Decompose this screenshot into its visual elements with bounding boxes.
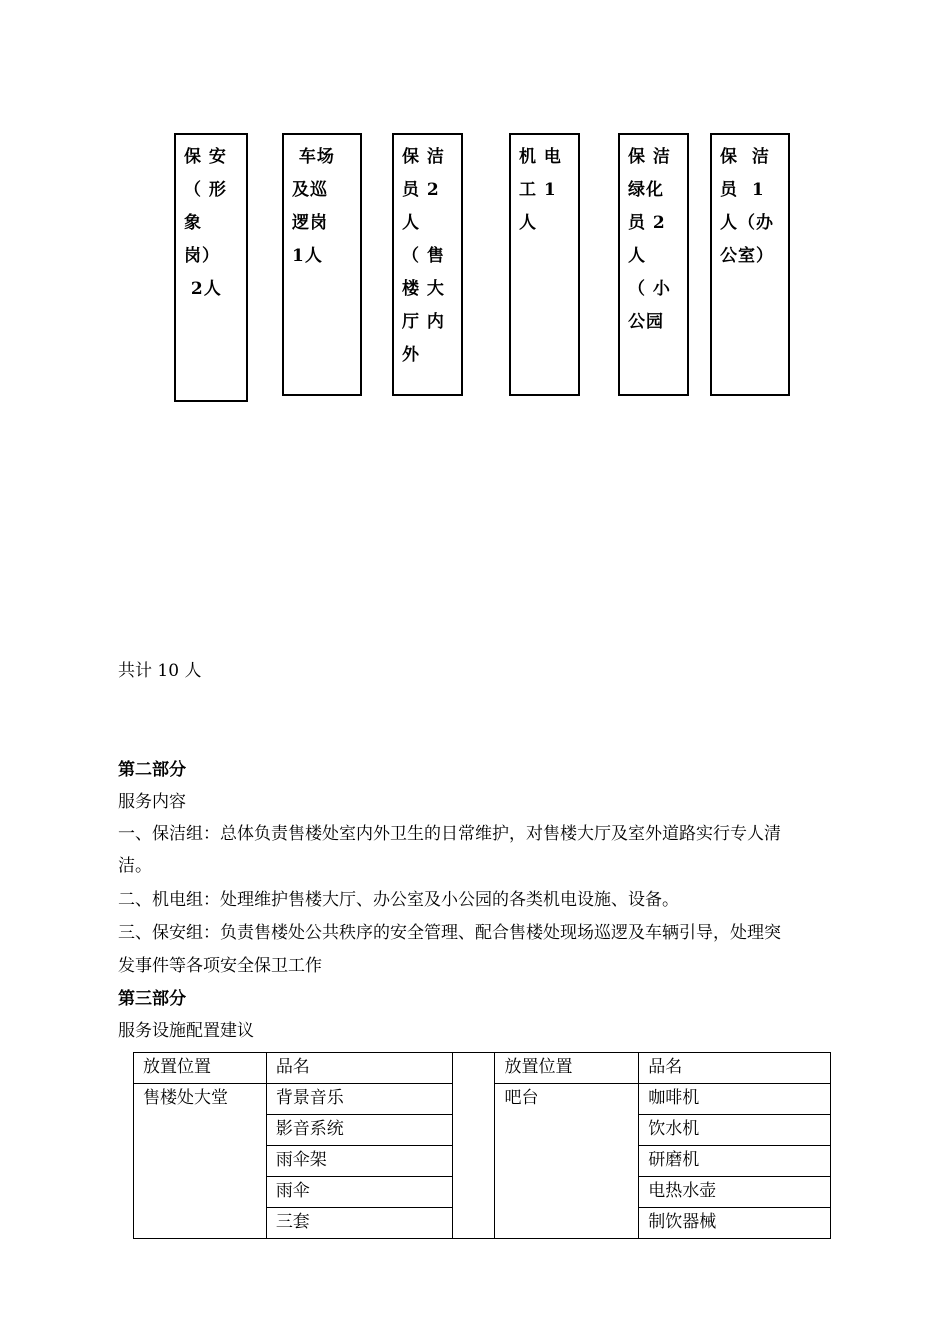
org-box-line: （ 形	[184, 180, 227, 200]
table-cell: 影音系统	[266, 1115, 452, 1146]
org-box-line: 绿化	[628, 180, 664, 200]
org-box-line: 保 洁	[402, 147, 445, 167]
part2-item3-line2: 发事件等各项安全保卫工作	[118, 956, 322, 976]
org-box-line: 人（办	[720, 213, 774, 233]
total-count: 共计 10 人	[118, 661, 202, 681]
table-header-cell: 放置位置	[134, 1053, 267, 1084]
org-box-line: 员 2	[628, 213, 666, 233]
part2-item1-line2: 洁。	[118, 856, 152, 876]
table-location-cell: 售楼处大堂	[134, 1084, 267, 1239]
org-box-line: 岗）	[184, 246, 220, 266]
org-box-line: 厅 内	[402, 312, 445, 332]
table-cell: 电热水壶	[639, 1177, 831, 1208]
table-cell: 咖啡机	[639, 1084, 831, 1115]
org-box-line: 人	[402, 213, 420, 233]
org-box-line: 机 电	[519, 147, 562, 167]
table-cell: 雨伞	[266, 1177, 452, 1208]
org-box-cleaner-greening	[618, 133, 689, 396]
part2-subtitle: 服务内容	[118, 792, 186, 812]
org-box-line: 车场	[292, 147, 335, 167]
org-box-line: （ 小	[628, 279, 671, 299]
table-header-row	[134, 1053, 831, 1084]
table-cell: 研磨机	[639, 1146, 831, 1177]
org-box-line: 公室）	[720, 246, 774, 266]
part2-item3-line1: 三、保安组：负责售楼处公共秩序的安全管理、配合售楼处现场巡逻及车辆引导，处理突	[118, 923, 781, 943]
table-header-cell: 品名	[266, 1053, 452, 1084]
facilities-table	[133, 1052, 831, 1239]
org-box-line: 逻岗	[292, 213, 328, 233]
table-spacer-cell	[452, 1053, 495, 1239]
table-location-cell: 吧台	[495, 1084, 639, 1239]
org-box-line: 公园	[628, 312, 664, 332]
table-cell: 制饮器械	[639, 1208, 831, 1239]
org-box-line: 人	[519, 213, 537, 233]
part2-item2: 二、机电组：处理维护售楼大厅、办公室及小公园的各类机电设施、设备。	[118, 890, 679, 910]
org-box-line: 2人	[184, 279, 222, 299]
table-cell: 饮水机	[639, 1115, 831, 1146]
table-cell: 三套	[266, 1208, 452, 1239]
org-box-line: 1人	[292, 246, 323, 266]
table-header-cell: 品名	[639, 1053, 831, 1084]
org-box-line: 人	[628, 246, 646, 266]
table-cell: 雨伞架	[266, 1146, 452, 1177]
org-box-electrician	[509, 133, 580, 396]
org-box-security	[174, 133, 248, 402]
org-box-line: 保 洁	[720, 147, 770, 167]
org-box-cleaner-hall	[392, 133, 463, 396]
org-box-patrol	[282, 133, 362, 396]
org-box-line: 员 1	[720, 180, 765, 200]
table-cell: 背景音乐	[266, 1084, 452, 1115]
org-box-line: 保 洁	[628, 147, 671, 167]
org-box-line: （ 售	[402, 246, 445, 266]
table-header-cell: 放置位置	[495, 1053, 639, 1084]
org-box-line: 外	[402, 345, 420, 365]
part2-item1-line1: 一、保洁组：总体负责售楼处室内外卫生的日常维护，对售楼大厅及室外道路实行专人清	[118, 824, 781, 844]
org-box-line: 楼 大	[402, 279, 445, 299]
org-box-line: 工 1	[519, 180, 557, 200]
part2-heading: 第二部分	[118, 760, 186, 780]
org-box-line: 员 2	[402, 180, 440, 200]
part3-heading: 第三部分	[118, 989, 186, 1009]
org-box-line: 保 安	[184, 147, 227, 167]
part3-subtitle: 服务设施配置建议	[118, 1021, 254, 1041]
org-box-line: 及巡	[292, 180, 328, 200]
org-box-cleaner-office	[710, 133, 790, 396]
org-box-line: 象	[184, 213, 202, 233]
